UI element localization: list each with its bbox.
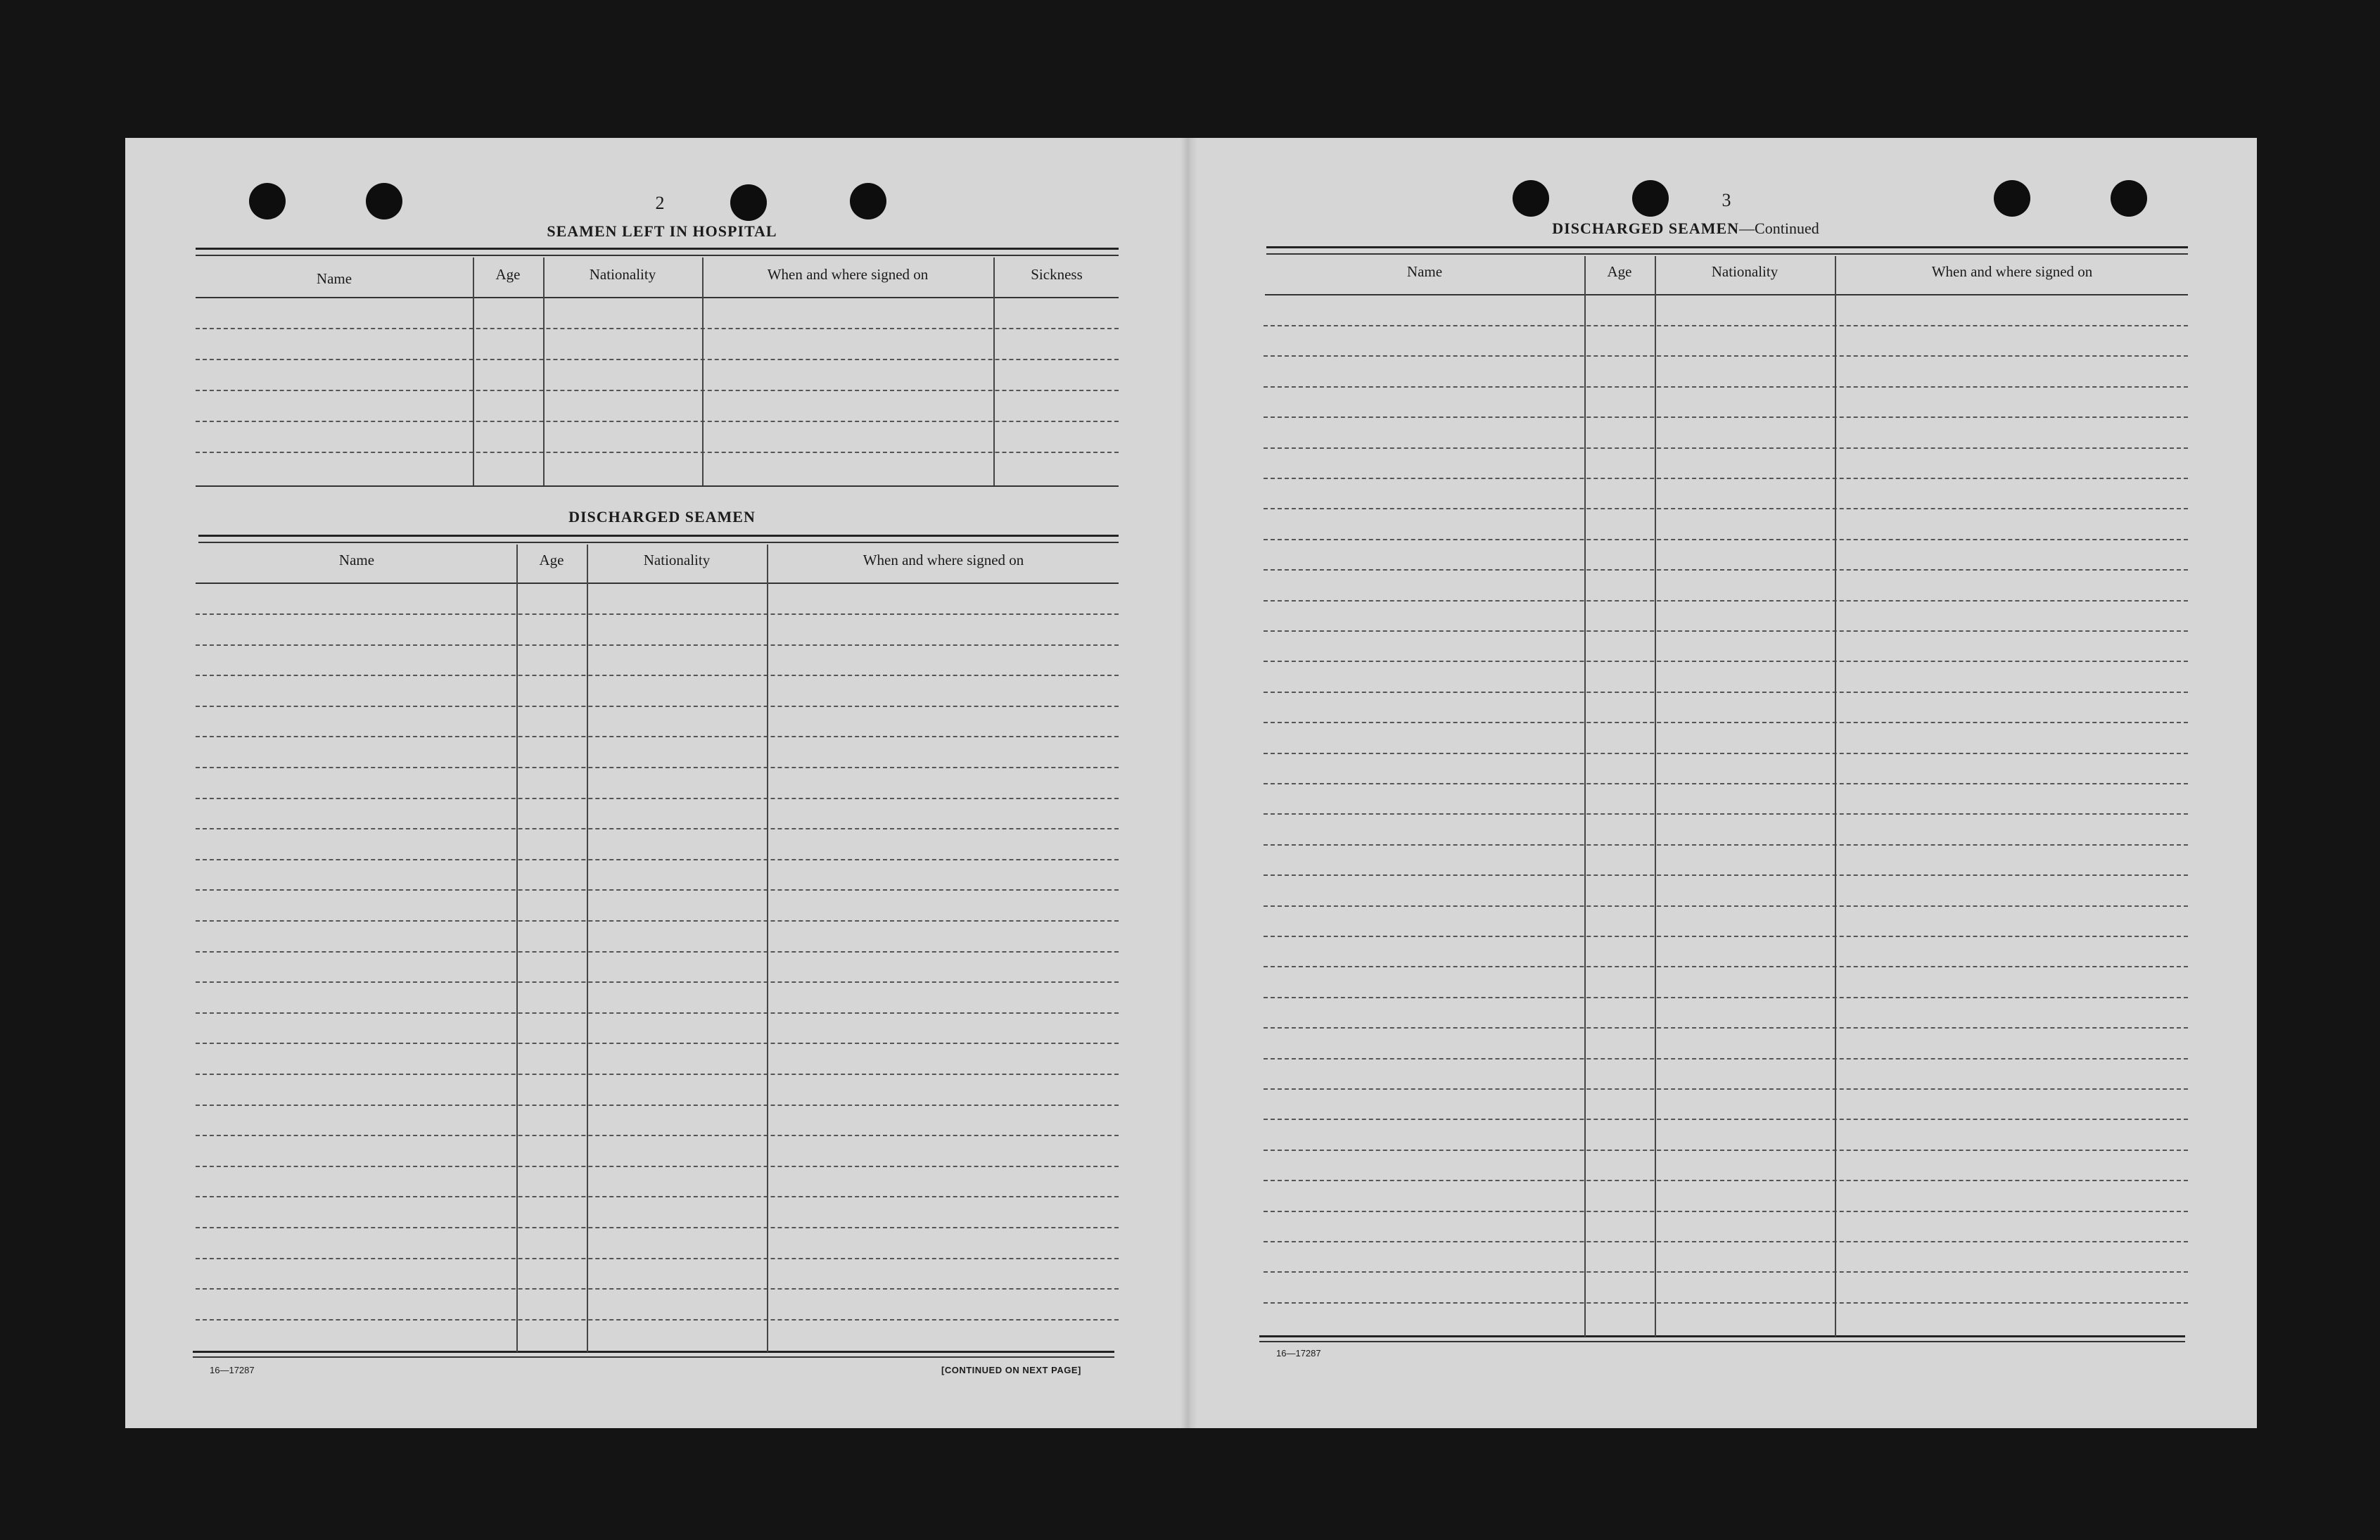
row-line (1264, 355, 2188, 357)
row-line (1264, 478, 2188, 479)
column-header-sickness: Sickness (1031, 266, 1083, 283)
row-line (1264, 1088, 2188, 1090)
row-line (196, 1227, 1119, 1228)
discharged-section-title: DISCHARGED SEAMEN (568, 508, 756, 526)
form-number: 16—17287 (1276, 1348, 1321, 1358)
punch-hole (850, 183, 886, 219)
row-line (196, 1105, 1119, 1106)
row-line (1264, 1119, 2188, 1120)
table-rule (198, 542, 1119, 543)
row-line (1264, 692, 2188, 693)
row-line (1264, 1150, 2188, 1151)
row-line (1264, 416, 2188, 418)
row-line (196, 951, 1119, 953)
row-line (1264, 905, 2188, 907)
continued-note: [CONTINUED ON NEXT PAGE] (941, 1365, 1081, 1375)
punch-hole (1994, 180, 2030, 217)
row-line (196, 767, 1119, 768)
row-line (196, 1288, 1119, 1290)
column-divider (1835, 256, 1836, 1337)
punch-hole (249, 183, 286, 219)
row-line (1264, 1058, 2188, 1059)
row-line (196, 706, 1119, 707)
column-header-age: Age (1607, 263, 1632, 280)
row-line (1264, 1241, 2188, 1242)
row-line (1264, 936, 2188, 937)
punch-hole (366, 183, 402, 219)
row-line (1264, 600, 2188, 602)
table-rule (196, 485, 1119, 487)
column-divider (473, 257, 474, 485)
table-rule (196, 248, 1119, 250)
table-rule (196, 583, 1119, 584)
continued-label: —Continued (1739, 219, 1819, 237)
row-line (1264, 997, 2188, 998)
row-line (196, 981, 1119, 983)
row-line (196, 736, 1119, 737)
row-line (1264, 1027, 2188, 1029)
row-line (1264, 1302, 2188, 1304)
page-number: 2 (655, 193, 665, 213)
row-line (196, 359, 1119, 360)
table-rule (1265, 294, 2188, 295)
page-fold (1181, 138, 1197, 1428)
punch-hole (2111, 180, 2147, 217)
row-line (196, 828, 1119, 829)
row-line (196, 390, 1119, 391)
column-header-age: Age (495, 266, 521, 283)
table-rule (196, 297, 1119, 298)
row-line (1264, 1271, 2188, 1273)
row-line (196, 328, 1119, 329)
column-divider (587, 545, 588, 1352)
row-line (196, 1319, 1119, 1321)
column-header-signed-on: When and where signed on (863, 552, 1024, 568)
table-rule (1266, 253, 2188, 255)
table-rule (196, 255, 1119, 256)
row-line (196, 1196, 1119, 1197)
column-header-name: Name (1406, 263, 1443, 280)
row-line (196, 1043, 1119, 1044)
ledger-sheet (125, 138, 2257, 1428)
row-line (1264, 508, 2188, 509)
column-divider (543, 257, 545, 485)
row-line (196, 421, 1119, 422)
row-line (1264, 1180, 2188, 1181)
column-divider (702, 257, 704, 485)
row-line (1264, 753, 2188, 754)
row-line (1264, 447, 2188, 449)
row-line (1264, 966, 2188, 967)
row-line (196, 920, 1119, 922)
row-line (196, 859, 1119, 860)
row-line (1264, 630, 2188, 632)
row-line (196, 644, 1119, 646)
column-divider (993, 257, 995, 485)
punch-hole (1632, 180, 1669, 217)
column-divider (1655, 256, 1656, 1337)
row-line (1264, 569, 2188, 571)
column-header-signed-on: When and where signed on (1931, 263, 2093, 280)
row-line (1264, 844, 2188, 846)
row-line (1264, 661, 2188, 662)
column-header-nationality: Nationality (1711, 263, 1778, 280)
row-line (1264, 813, 2188, 815)
row-line (196, 675, 1119, 676)
column-divider (516, 545, 518, 1352)
row-line (196, 798, 1119, 799)
row-line (196, 1012, 1119, 1014)
punch-hole (730, 184, 767, 221)
column-header-age: Age (539, 552, 564, 568)
column-header-name: Name (316, 270, 352, 287)
section-title-text: DISCHARGED SEAMEN (1552, 219, 1740, 237)
column-header-name: Name (338, 552, 375, 568)
row-line (1264, 783, 2188, 784)
row-line (1264, 874, 2188, 876)
row-line (1264, 386, 2188, 388)
row-line (1264, 325, 2188, 326)
table-rule (193, 1351, 1114, 1353)
table-rule (1266, 246, 2188, 248)
column-header-nationality: Nationality (643, 552, 711, 568)
column-header-nationality: Nationality (589, 266, 656, 283)
hospital-section-title: SEAMEN LEFT IN HOSPITAL (547, 222, 777, 240)
row-line (196, 1166, 1119, 1167)
table-rule (1259, 1335, 2185, 1337)
row-line (196, 1074, 1119, 1075)
column-header-signed-on: When and where signed on (767, 266, 929, 283)
punch-hole (1513, 180, 1549, 217)
column-divider (1584, 256, 1586, 1337)
row-line (196, 1258, 1119, 1259)
table-rule (1259, 1341, 2185, 1342)
row-line (1264, 539, 2188, 540)
row-line (196, 452, 1119, 453)
row-line (196, 613, 1119, 615)
row-line (196, 889, 1119, 891)
form-number: 16—17287 (210, 1365, 255, 1375)
discharged-continued-title (1538, 219, 1833, 238)
table-rule (198, 535, 1119, 537)
table-rule (193, 1356, 1114, 1358)
column-divider (767, 545, 768, 1352)
row-line (1264, 722, 2188, 723)
row-line (196, 1135, 1119, 1136)
page-number: 3 (1722, 190, 1731, 210)
row-line (1264, 1211, 2188, 1212)
